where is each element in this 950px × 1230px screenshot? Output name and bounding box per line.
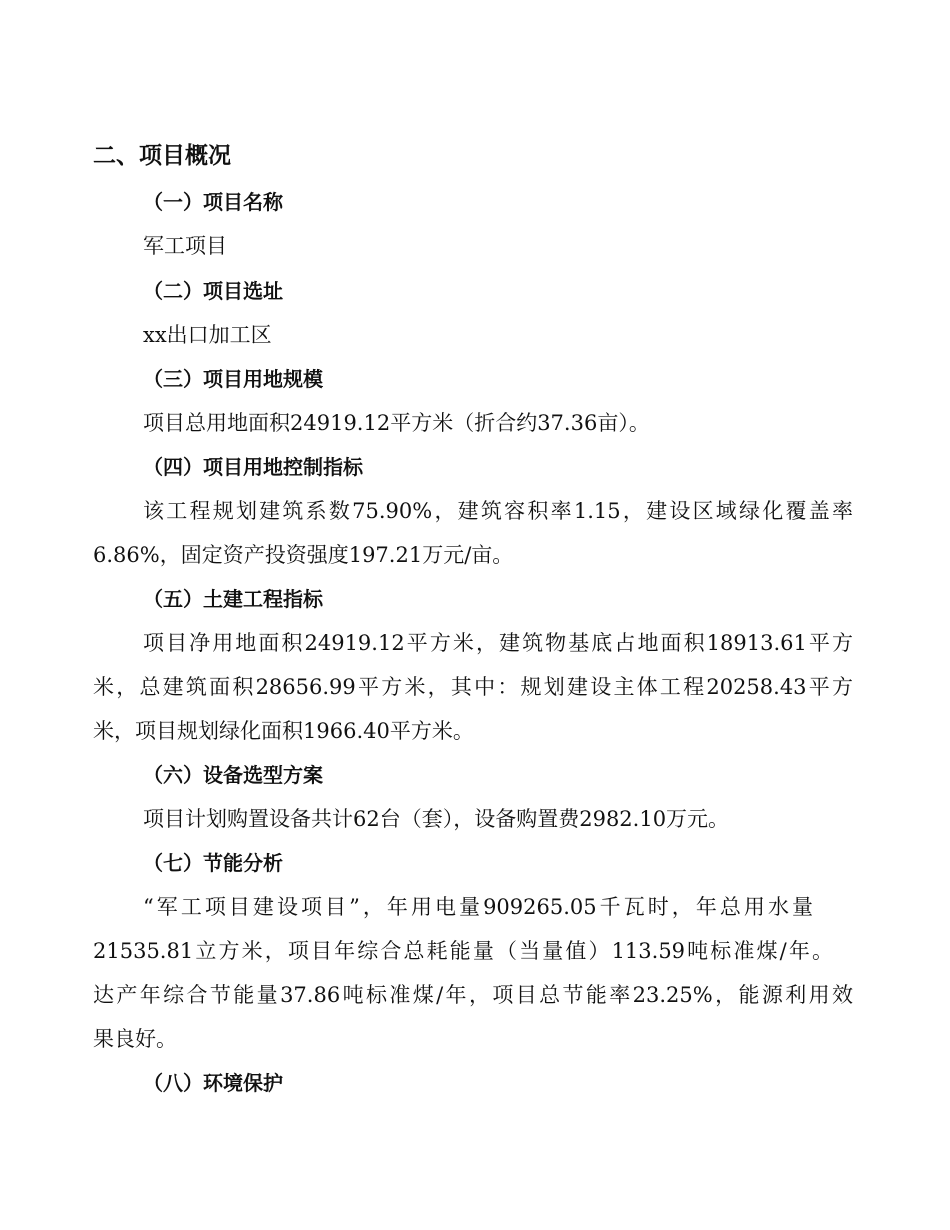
subsection-heading-equipment: （六）设备选型方案: [143, 763, 323, 787]
paragraph-line: “军工项目建设项目”，年用电量909265.05千瓦时，年总用水量: [143, 895, 813, 919]
paragraph-line: 项目计划购置设备共计62台（套），设备购置费2982.10万元。: [143, 807, 730, 831]
subsection-heading-location: （二）项目选址: [143, 279, 283, 303]
paragraph-line: 米，总建筑面积28656.99平方米，其中：规划建设主体工程20258.43平方: [93, 675, 853, 699]
paragraph-line: 21535.81立方米，项目年综合总耗能量（当量值）113.59吨标准煤/年。: [93, 939, 833, 963]
paragraph-line: 项目总用地面积24919.12平方米（折合约37.36亩）。: [143, 411, 650, 435]
paragraph-line: 达产年综合节能量37.86吨标准煤/年，项目总节能率23.25%，能源利用效: [93, 983, 853, 1007]
subsection-heading-land-scale: （三）项目用地规模: [143, 367, 323, 391]
subsection-heading-energy: （七）节能分析: [143, 851, 283, 875]
paragraph-line: 6.86%，固定资产投资强度197.21万元/亩。: [93, 543, 514, 567]
paragraph-line: 军工项目: [143, 234, 227, 258]
paragraph-line: 果良好。: [93, 1027, 177, 1051]
subsection-heading-land-control: （四）项目用地控制指标: [143, 455, 363, 479]
paragraph-line: xx出口加工区: [143, 323, 272, 347]
subsection-heading-environment: （八）环境保护: [143, 1071, 283, 1095]
paragraph-line: 该工程规划建筑系数75.90%，建筑容积率1.15，建设区域绿化覆盖率: [143, 499, 853, 523]
paragraph-line: 米，项目规划绿化面积1966.40平方米。: [93, 719, 474, 743]
section-title: 二、项目概况: [93, 143, 231, 169]
paragraph-line: 项目净用地面积24919.12平方米，建筑物基底占地面积18913.61平方: [143, 631, 853, 655]
subsection-heading-civil-works: （五）土建工程指标: [143, 587, 323, 611]
subsection-heading-name: （一）项目名称: [143, 190, 283, 214]
